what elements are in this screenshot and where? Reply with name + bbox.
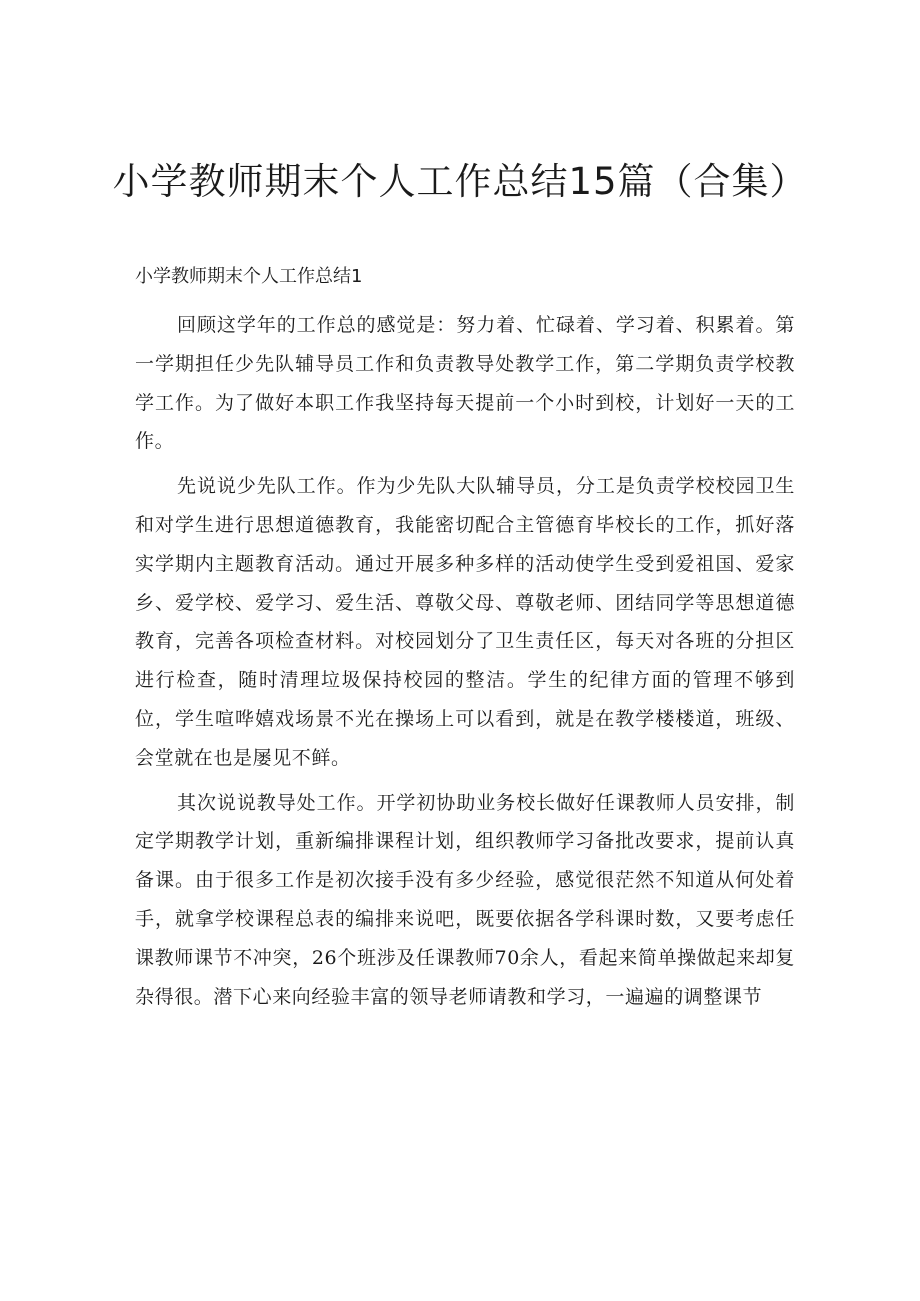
document-title: 小学教师期末个人工作总结15篇（合集） bbox=[112, 160, 808, 203]
paragraph-review: 回顾这学年的工作总的感觉是：努力着、忙碌着、学习着、积累着。第一学期担任少先队辅导员工作和负责教导处教学工作，第二学期负责学校教学工作。为了做好本职工作我坚持每天提前一个小时到校，计划好一天的工作。 bbox=[135, 314, 795, 453]
document-body bbox=[135, 306, 795, 1022]
paragraph-young-pioneers: 先说说少先队工作。作为少先队大队辅导员，分工是负责学校校园卫生和对学生进行思想道德教育，我能密切配合主管德育毕校长的工作，抓好落实学期内主题教育活动。通过开展多种多样的活动使学生受到爱祖国、爱家乡、爱学校、爱学习、爱生活、尊敬父母、尊敬老师、团结同学等思想道德教育，完善各项检查材料。对校园划分了卫生责任区，每天对各班的分担区进行检查，随时清理垃圾保持校园的整洁。学生的纪律方面的管理不够到位，学生喧哗嬉戏场景不光在操场上可以看到，就是在教学楼楼道，班级、会堂就在也是屡见不鲜。 bbox=[135, 475, 795, 769]
paragraph-academic-office: 其次说说教导处工作。开学初协助业务校长做好任课教师人员安排，制定学期教学计划，重新编排课程计划，组织教师学习备批改要求，提前认真备课。由于很多工作是初次接手没有多少经验，感觉很茫然不知道从何处着手，就拿学校课程总表的编排来说吧，既要依据各学科课时数，又要考虑任课教师课节不冲突，26个班涉及任课教师70余人，看起来简单操做起来却复杂得很。潜下心来向经验丰富的领导老师请教和学习，一遍遍的调整课节 bbox=[135, 791, 795, 1008]
section-heading: 小学教师期末个人工作总结1 bbox=[135, 266, 363, 287]
